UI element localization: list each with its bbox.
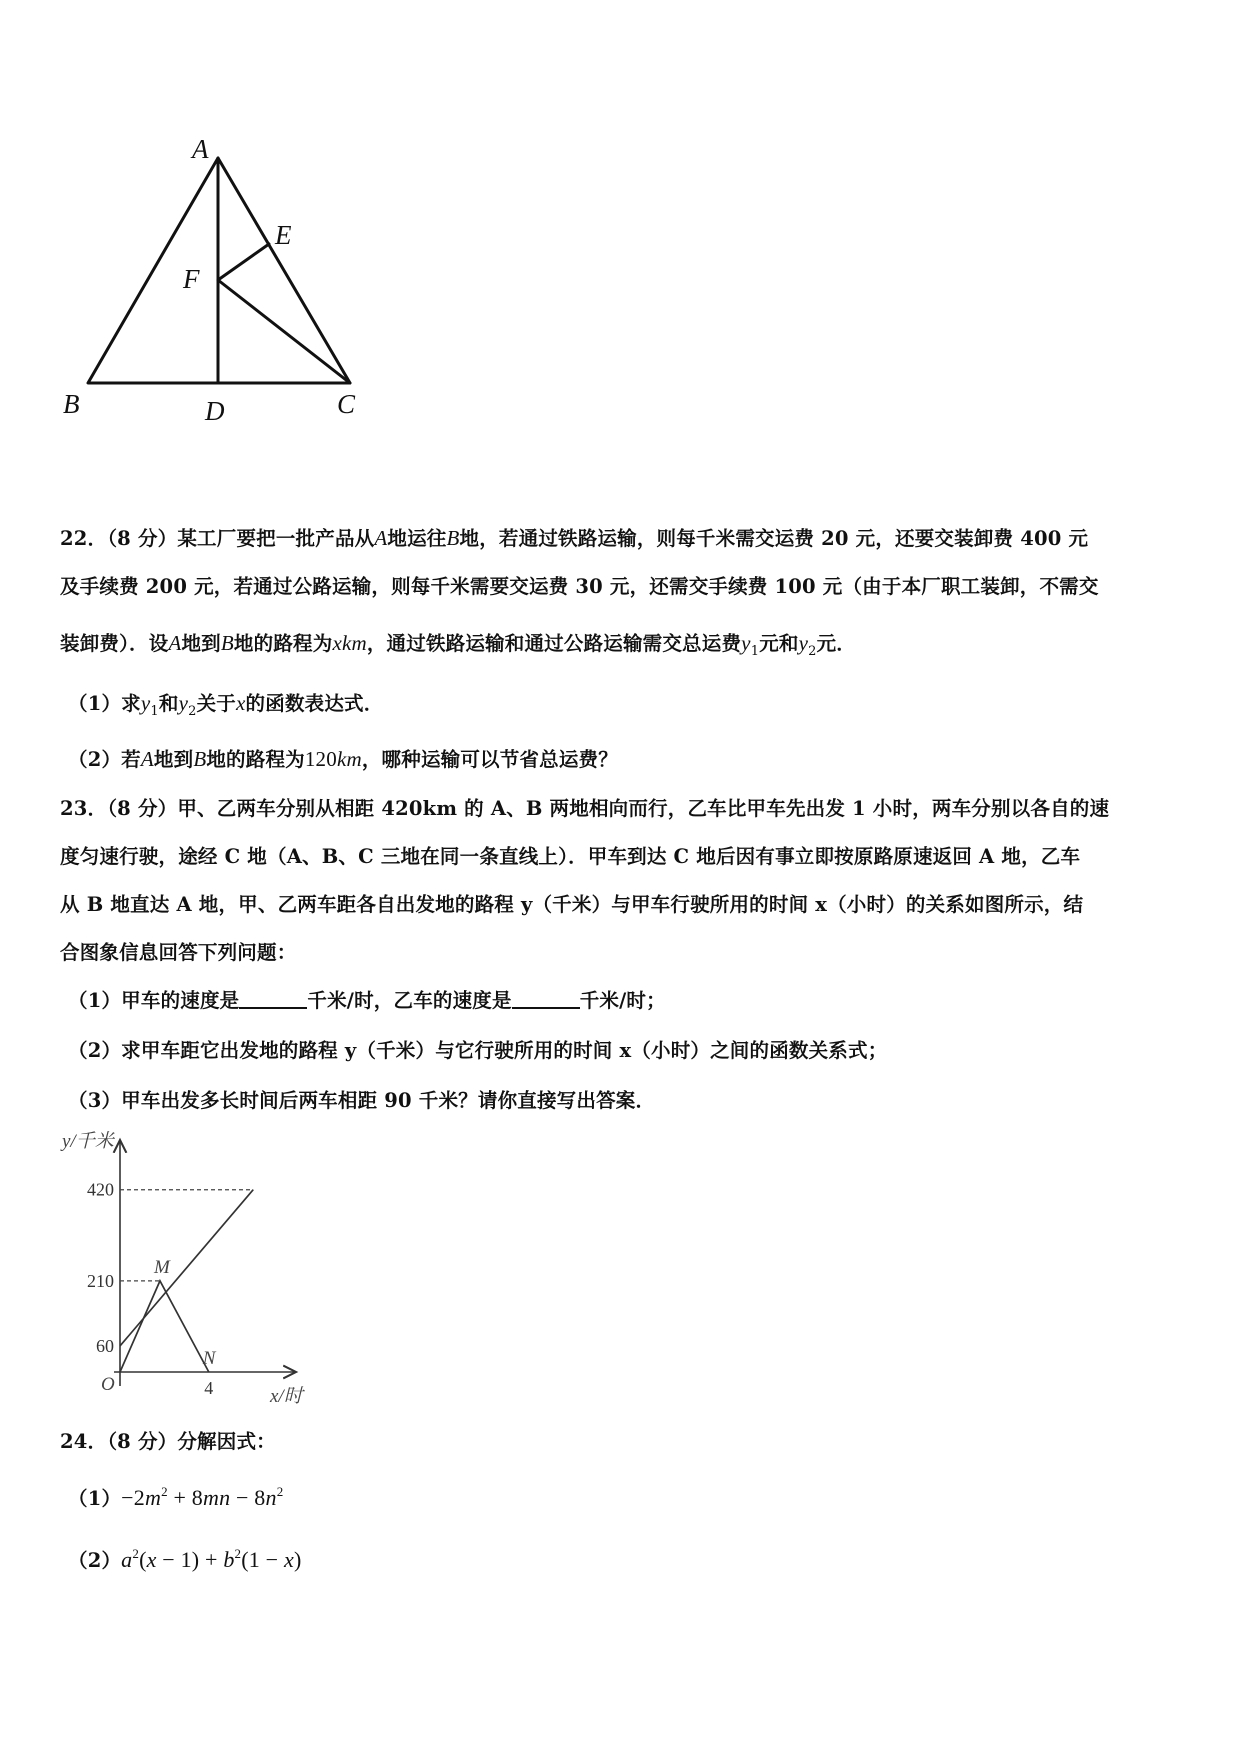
q23-part-3: （3）甲车出发多长时间后两车相距 90 千米？请你直接写出答案．	[68, 1089, 656, 1112]
q24-head: 24．（8 分）分解因式：	[60, 1430, 276, 1453]
expression-2: $a^2(x - 1) + b^2(1 - x)$	[121, 1546, 302, 1572]
label-a: A	[192, 134, 209, 164]
point-label-m: M	[153, 1256, 170, 1278]
label-e: E	[275, 220, 292, 250]
label-f: F	[183, 264, 200, 294]
q24-part-2: $(2)a^2(x - 1) + b^2(1 - x)$	[68, 1546, 302, 1572]
q22-line-1: 22．（8 分）某工厂要把一批产品从A地运往B地，若通过铁路运输，则每千米需交运费 20 元，还要交装卸费 400 元	[60, 526, 1089, 550]
distance-time-graph	[60, 1130, 360, 1405]
y-tick-label: 210	[87, 1270, 114, 1291]
y-tick-label: 60	[96, 1335, 114, 1356]
q22-part-1: （1）求$y_1$和$y_2$关于x的函数表达式．	[68, 691, 384, 719]
q23-part-2: （2）求甲车距它出发地的路程 y（千米）与它行驶所用的时间 x（小时）之间的函数关系式；	[68, 1039, 888, 1062]
expression-1: $-2m^2 + 8mn - 8n^2$	[121, 1484, 284, 1510]
q23-line-1: 23．（8 分）甲、乙两车分别从相距 420km 的 A、B 两地相向而行，乙车比甲车先出发 1 小时，两车分别以各自的速	[60, 797, 1110, 820]
q22-line-3: 装卸费）．设A地到B地的路程为xkm，通过铁路运输和通过公路运输需交总运费$y_1$元和$y_2$元．	[60, 631, 857, 659]
segment-fe	[218, 244, 269, 280]
triangle-figure	[60, 130, 400, 430]
y-tick-label: 420	[87, 1179, 114, 1200]
y-axis-label: y/千米	[62, 1131, 114, 1152]
point-label-n: N	[202, 1348, 216, 1369]
label-d: D	[205, 396, 225, 426]
series-line-1	[120, 1190, 253, 1346]
q23-line-3: 从 B 地直达 A 地，甲、乙两车距各自出发地的路程 y（千米）与甲车行驶所用的时间 x（小时）的关系如图所示，结	[60, 893, 1084, 916]
x-axis-label: x/时	[270, 1386, 303, 1405]
answer-blank-2[interactable]	[512, 989, 580, 1009]
q22-line-2: 及手续费 200 元，若通过公路运输，则每千米需要交运费 30 元，还需交手续费 100 元（由于本厂职工装卸，不需交	[60, 575, 1099, 598]
q23-line-2: 度匀速行驶，途经 C 地（A、B、C 三地在同一条直线上）．甲车到达 C 地后因有事立即按原路原速返回 A 地，乙车	[60, 845, 1081, 868]
q22-part-2: （2）若A地到B地的路程为120km，哪种运输可以节省总运费？	[68, 747, 618, 771]
q23-part-1: （1）甲车的速度是 千米/时，乙车的速度是 千米/时；	[68, 989, 666, 1012]
origin-label: O	[101, 1374, 115, 1395]
answer-blank-1[interactable]	[239, 989, 307, 1009]
q24-part-1: $(1)-2m^2 + 8mn - 8n^2$	[68, 1484, 284, 1510]
segment-fc	[218, 280, 350, 383]
label-c: C	[337, 389, 356, 419]
x-tick-label: 4	[204, 1378, 214, 1398]
q23-line-4: 合图象信息回答下列问题：	[60, 941, 297, 964]
label-b: B	[63, 389, 80, 419]
